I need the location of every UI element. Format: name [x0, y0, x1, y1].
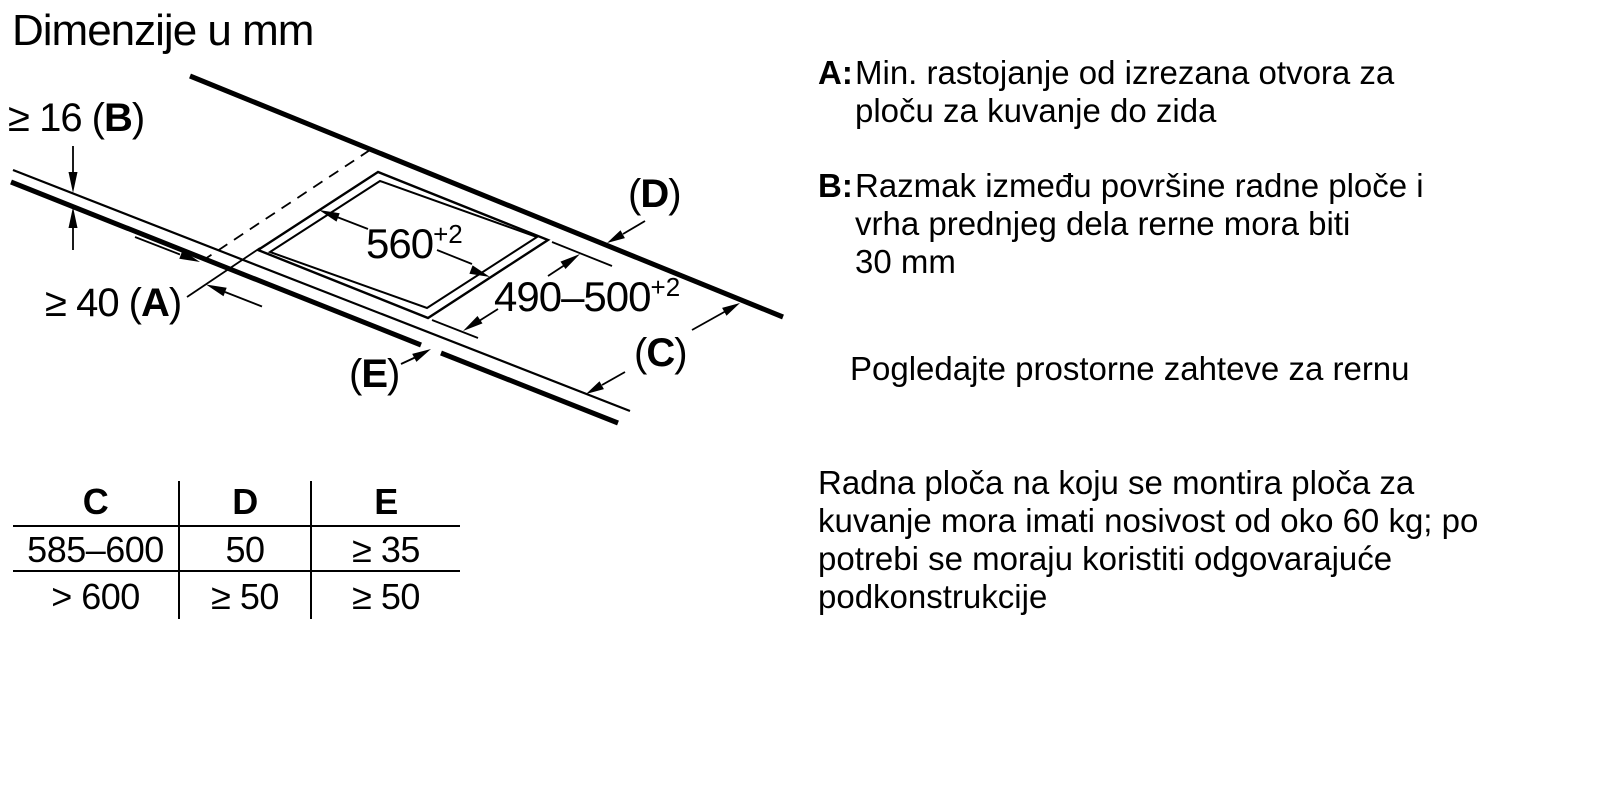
table-cell: ≥ 50 — [352, 576, 420, 617]
note-see-oven — [850, 350, 1410, 388]
note-b-line: 30 mm — [855, 243, 956, 280]
dim-depth-arrowhead-down — [463, 316, 483, 331]
label-c-arrowhead-up — [722, 303, 740, 316]
note-load-line: potrebi se moraju koristiti odgovarajuće — [818, 540, 1393, 577]
label-c-arrowhead-down — [586, 381, 604, 394]
label-e: (E) — [349, 352, 400, 396]
table-header-d: D — [180, 481, 312, 527]
table-cell: ≥ 35 — [312, 527, 460, 572]
note-a-line: ploču za kuvanje do zida — [855, 92, 1217, 129]
dim-b-arrowhead-down — [69, 172, 78, 193]
table-cell: 585–600 — [13, 527, 180, 572]
note-load-line: kuvanje mora imati nosivost od oko 60 kg; po — [818, 502, 1479, 539]
note-b-label: B: — [818, 167, 853, 204]
table-cell: ≥ 50 — [180, 572, 312, 619]
note-b-line: Razmak između površine radne ploče i — [855, 167, 1424, 204]
note-a-line: Min. rastojanje od izrezana otvora za — [855, 54, 1395, 91]
dim-width-value: $560^{+2}$ — [366, 219, 463, 267]
table-header-e: E — [312, 481, 460, 527]
dimension-table — [13, 481, 460, 619]
label-d-arrowhead — [607, 230, 625, 243]
note-load-line: podkonstrukcije — [818, 578, 1048, 615]
page-title: Dimenzije u mm — [12, 6, 314, 55]
table-cell: > 600 — [13, 572, 180, 619]
worktop-front-bottom-line-right — [441, 353, 618, 423]
note-load-capacity — [818, 464, 1478, 616]
note-see-oven-text: Pogledajte prostorne zahteve za rernu — [850, 350, 1410, 387]
dim-width-arrowhead-right — [469, 265, 490, 277]
label-c-arrow-shaft-bottom — [602, 372, 625, 385]
label-e-arrow-shaft — [401, 358, 415, 365]
dim-width-arrow-shaft-left — [337, 217, 368, 229]
dim-depth-value: $490-500^{+2}$ — [494, 272, 681, 320]
note-a-label: A: — [818, 54, 853, 91]
table-cell: 50 — [180, 527, 312, 572]
table-header-c: C — [13, 481, 180, 527]
label-e-arrowhead — [412, 349, 431, 362]
installation-diagram — [0, 0, 790, 470]
note-b — [818, 167, 1424, 281]
note-a — [818, 54, 1394, 130]
dim-a-label: ≥ 40 (A) — [45, 281, 182, 325]
dim-a-arrowhead-left — [206, 285, 227, 297]
dim-a-arrow-shaft-right — [225, 292, 262, 307]
dim-width-arrowhead-left — [319, 210, 340, 222]
label-c-arrow-shaft-top — [692, 311, 726, 330]
dim-b-label: ≥ 16 (B) — [8, 96, 145, 140]
label-c: (C) — [634, 331, 687, 375]
note-load-line: Radna ploča na koju se montira ploča za — [818, 464, 1415, 501]
note-b-line: vrha prednjeg dela rerne mora biti — [855, 205, 1351, 242]
label-d: (D) — [628, 172, 681, 216]
label-d-arrow-shaft — [623, 221, 645, 234]
